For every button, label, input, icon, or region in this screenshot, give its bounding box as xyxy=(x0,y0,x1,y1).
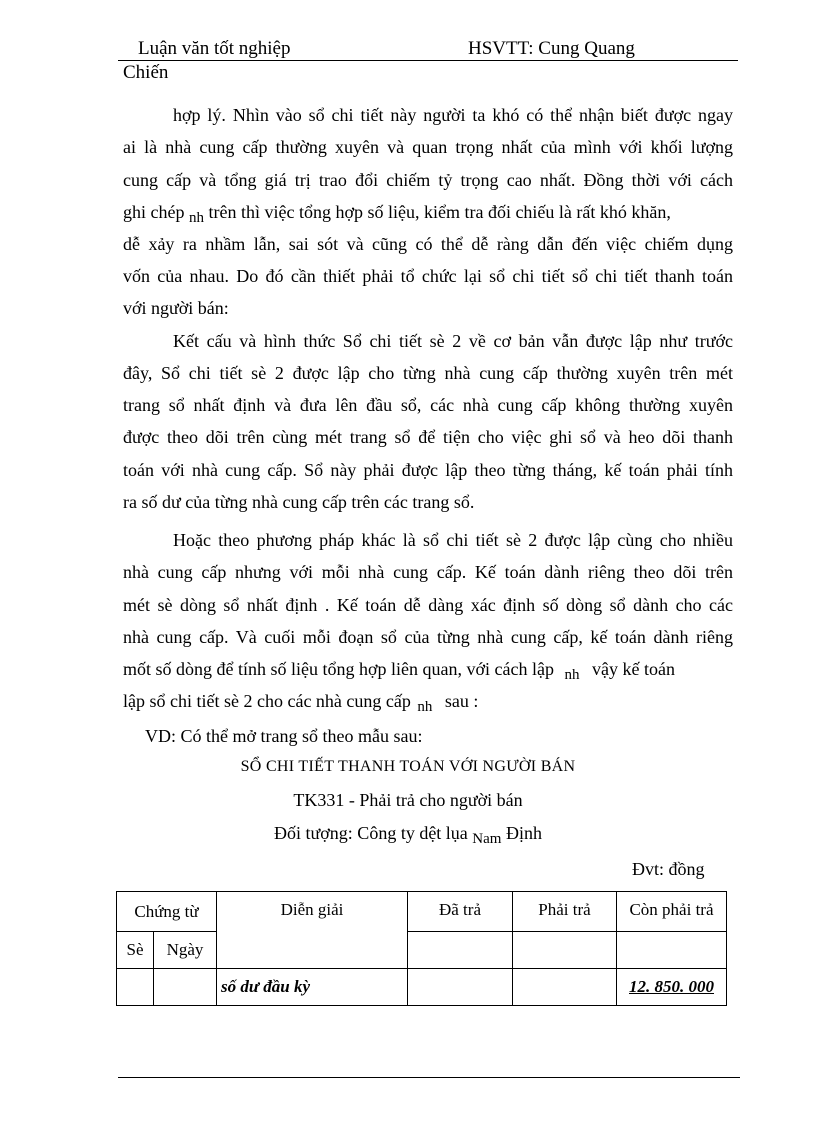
table-row xyxy=(117,969,727,1006)
header-ngay: Ngày xyxy=(154,932,217,969)
ledger-account: TK331 - Phải trả cho người bán xyxy=(293,790,523,810)
paragraph-line: trang sổ nhất định và đưa lên đầu sổ, các nhà cung cấp không thường xuyên xyxy=(123,395,733,415)
paragraph-line: với người bán: xyxy=(123,298,229,318)
paragraph-line: hợp lý. Nhìn vào sổ chi tiết này người ta khó có thể nhận biết được ngay xyxy=(173,105,733,125)
paragraph-line: mét sè dòng sổ nhất định . Kế toán dễ dàng xác định số dòng sổ dành cho các xyxy=(123,595,733,615)
header-name-continuation: Chiến xyxy=(123,62,169,83)
subscript-fragment: nh xyxy=(417,699,433,715)
table-header-row xyxy=(117,892,727,932)
paragraph-line: dễ xảy ra nhầm lẫn, sai sót và cũng có thể dễ ràng dẫn đến việc chiếm dụng xyxy=(123,234,733,254)
ledger-title: SỔ CHI TIẾT THANH TOÁN VỚI NGƯỜI BÁN xyxy=(240,758,576,775)
text-fragment: Đối tượng: Công ty dệt lụa xyxy=(274,823,468,843)
header-da-tra: Đã trả xyxy=(408,892,513,932)
cell-remaining: 12. 850. 000 xyxy=(617,969,727,1006)
empty-cell xyxy=(617,932,727,969)
empty-cell xyxy=(513,932,617,969)
paragraph-line: ra số dư của từng nhà cung cấp trên các trang sổ. xyxy=(123,492,475,512)
text-fragment: Định xyxy=(505,823,542,843)
page-header xyxy=(118,38,738,61)
ledger-table xyxy=(116,891,727,1006)
paragraph-line: đây, Sổ chi tiết sè 2 được lập cho từng nhà cung cấp thường xuyên trên mét xyxy=(123,363,733,383)
subscript-fragment: nh xyxy=(564,667,580,683)
header-chung-tu: Chứng từ xyxy=(117,892,217,932)
ledger-counterparty xyxy=(0,823,816,847)
header-thesis-title: Luận văn tốt nghiệp xyxy=(138,38,291,59)
paragraph-line xyxy=(123,201,733,225)
empty-cell xyxy=(408,932,513,969)
unit-label: Đvt: đồng xyxy=(632,859,705,879)
paragraph-line: Hoặc theo phương pháp khác là sổ chi tiết sè 2 được lập cùng cho nhiều xyxy=(173,530,733,550)
text-fragment: mốt số dòng để tính số liệu tổng hợp liên quan, với cách lập xyxy=(123,659,554,679)
header-phai-tra: Phải trả xyxy=(513,892,617,932)
paragraph-line: được theo dõi trên cùng mét trang sổ để tiện cho việc ghi sổ và heo dõi thanh xyxy=(123,427,733,447)
paragraph-line: nhà cung cấp. Và cuối mỗi đoạn sổ của từng nhà cung cấp, kế toán dành riêng xyxy=(123,627,733,647)
paragraph-line xyxy=(123,690,478,714)
table-subheader-row xyxy=(117,932,727,969)
header-con-phai-tra: Còn phải trả xyxy=(617,892,727,932)
header-dien-giai: Diễn giải xyxy=(217,892,408,969)
paragraph-line: vốn của nhau. Do đó cần thiết phải tổ chức lại sổ chi tiết sổ chi tiết thanh toán xyxy=(123,266,733,286)
paragraph-line xyxy=(123,658,675,682)
subscript-fragment: Nam xyxy=(472,831,502,847)
header-student-name: HSVTT: Cung Quang xyxy=(468,38,635,59)
paragraph-line: toán với nhà cung cấp. Sổ này phải được lập theo từng tháng, kế toán phải tính xyxy=(123,460,733,480)
cell-phai-tra xyxy=(513,969,617,1006)
header-so: Sè xyxy=(117,932,154,969)
paragraph-line: cung cấp và tổng giá trị trao đổi chiếm tỷ trọng cao nhất. Đồng thời với cách xyxy=(123,170,733,190)
cell-da-tra xyxy=(408,969,513,1006)
subscript-fragment: nh xyxy=(188,210,204,226)
footer-rule xyxy=(118,1077,740,1078)
example-intro: VD: Có thể mở trang sổ theo mẫu sau: xyxy=(145,726,423,746)
paragraph-line: Kết cấu và hình thức Sổ chi tiết sè 2 về cơ bản vẫn được lập như trước xyxy=(173,331,733,351)
cell-so xyxy=(117,969,154,1006)
cell-description: số dư đầu kỳ xyxy=(217,969,408,1006)
text-fragment: lập sổ chi tiết sè 2 cho các nhà cung cấp xyxy=(123,691,411,711)
text-fragment: trên thì việc tổng hợp số liệu, kiểm tra đối chiếu là rất khó khăn, xyxy=(203,202,671,222)
text-fragment: vậy kế toán xyxy=(591,659,675,679)
paragraph-line: ai là nhà cung cấp thường xuyên và quan trọng nhất của mình với khối lượng xyxy=(123,137,733,157)
text-fragment: sau : xyxy=(444,691,479,711)
text-fragment: ghi chép xyxy=(123,202,189,222)
paragraph-line: nhà cung cấp nhưng với mỗi nhà cung cấp. Kế toán dành riêng theo dõi trên xyxy=(123,562,733,582)
cell-ngay xyxy=(154,969,217,1006)
